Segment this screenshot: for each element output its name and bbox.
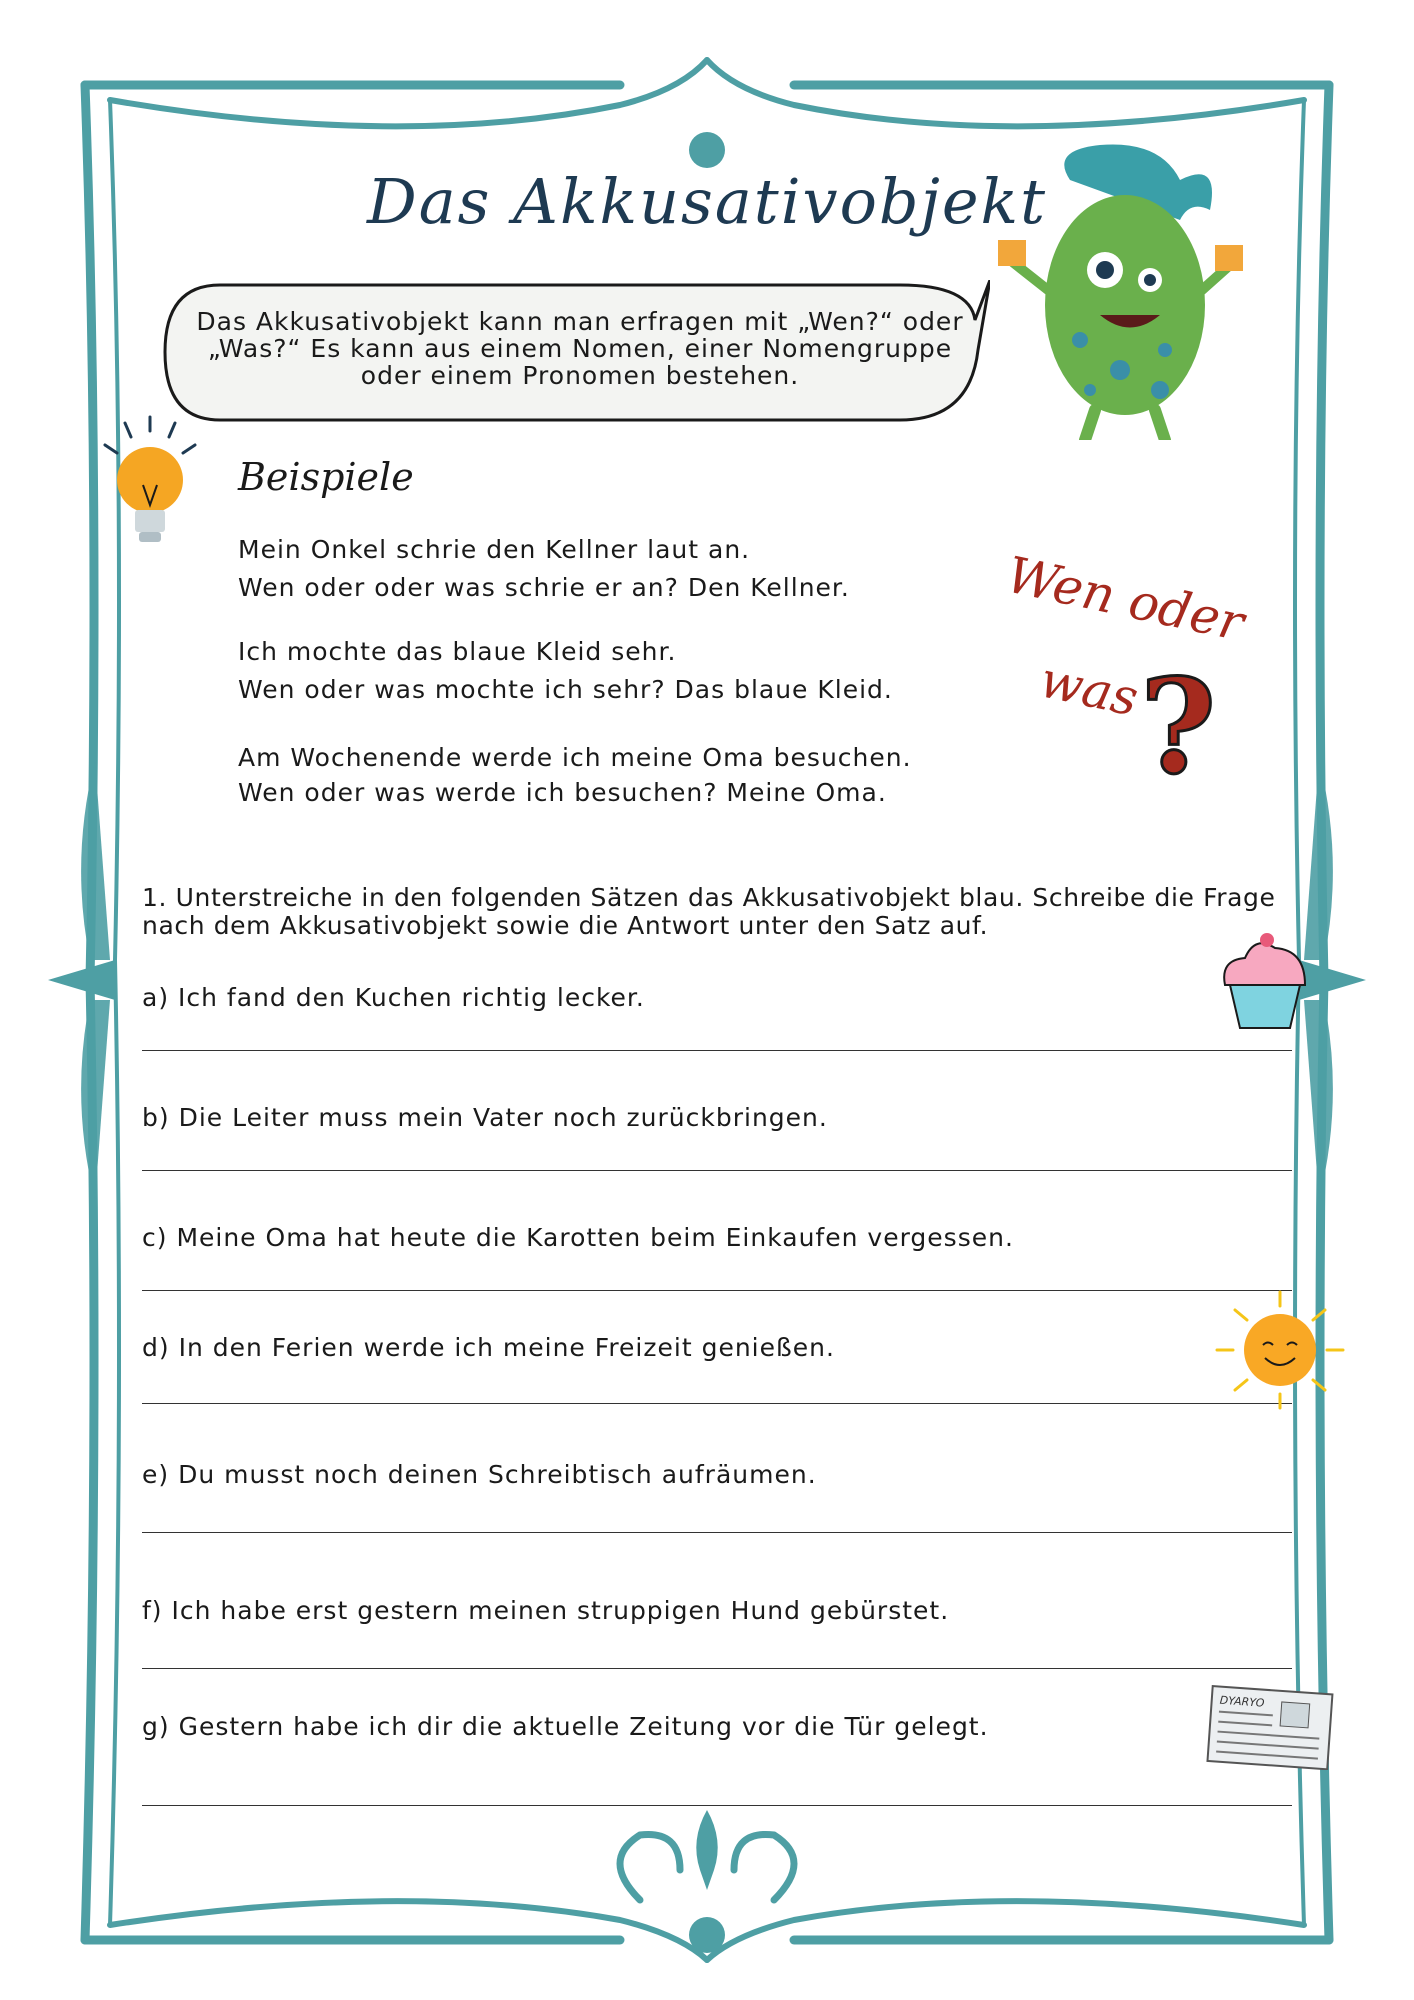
- answer-line-b[interactable]: [142, 1170, 1292, 1171]
- exercise-item-d: d) In den Ferien werde ich meine Freizeit genießen.: [142, 1333, 835, 1362]
- callout-wen-oder: Wen oder: [1001, 545, 1250, 653]
- callout-was: was: [1035, 650, 1144, 728]
- instruction-line-2: nach dem Akkusativobjekt sowie die Antwort unter den Satz auf.: [142, 911, 989, 940]
- exercise-item-b: b) Die Leiter muss mein Vater noch zurückbringen.: [142, 1103, 828, 1132]
- definition-line-1: Das Akkusativobjekt kann man erfragen mit „Wen?“ oder: [196, 307, 964, 336]
- lightbulb-icon: [95, 415, 205, 555]
- answer-line-g[interactable]: [142, 1805, 1292, 1806]
- example-question-3: Wen oder was werde ich besuchen? Meine Oma.: [238, 778, 887, 807]
- cupcake-icon: [1215, 930, 1315, 1030]
- definition-line-2: „Was?“ Es kann aus einem Nomen, einer Nomengruppe: [207, 334, 953, 363]
- instruction-line-1: 1. Unterstreiche in den folgenden Sätzen das Akkusativobjekt blau. Schreibe die Frage: [142, 883, 1276, 912]
- example-sentence-1: Mein Onkel schrie den Kellner laut an.: [238, 535, 751, 564]
- sun-icon: [1215, 1290, 1345, 1410]
- answer-line-f[interactable]: [142, 1668, 1292, 1669]
- exercise-instruction: [142, 884, 1292, 940]
- exercise-item-f: f) Ich habe erst gestern meinen struppigen Hund gebürstet.: [142, 1596, 950, 1625]
- page-title: Das Akkusativobjekt: [366, 165, 1047, 238]
- definition-line-3: oder einem Pronomen bestehen.: [360, 361, 800, 390]
- answer-line-d[interactable]: [142, 1403, 1292, 1404]
- answer-line-e[interactable]: [142, 1532, 1292, 1533]
- exercise-item-a: a) Ich fand den Kuchen richtig lecker.: [142, 983, 645, 1012]
- definition-text: [185, 308, 975, 389]
- newspaper-icon: [1200, 1685, 1335, 1770]
- example-question-2: Wen oder was mochte ich sehr? Das blaue Kleid.: [238, 675, 893, 704]
- exercise-item-e: e) Du musst noch deinen Schreibtisch aufräumen.: [142, 1460, 817, 1489]
- question-mark-icon: ?: [1140, 650, 1217, 803]
- newspaper-label: DYARYO: [1219, 1693, 1265, 1710]
- exercise-item-g: g) Gestern habe ich dir die aktuelle Zeitung vor die Tür gelegt.: [142, 1712, 989, 1741]
- answer-line-a[interactable]: [142, 1050, 1292, 1051]
- example-question-1: Wen oder oder was schrie er an? Den Kellner.: [238, 573, 850, 602]
- example-sentence-3: Am Wochenende werde ich meine Oma besuchen.: [238, 743, 912, 772]
- examples-heading: Beispiele: [238, 455, 414, 499]
- monster-illustration: [990, 140, 1250, 440]
- exercise-item-c: c) Meine Oma hat heute die Karotten beim Einkaufen vergessen.: [142, 1223, 1014, 1252]
- answer-line-c[interactable]: [142, 1290, 1292, 1291]
- example-sentence-2: Ich mochte das blaue Kleid sehr.: [238, 637, 677, 666]
